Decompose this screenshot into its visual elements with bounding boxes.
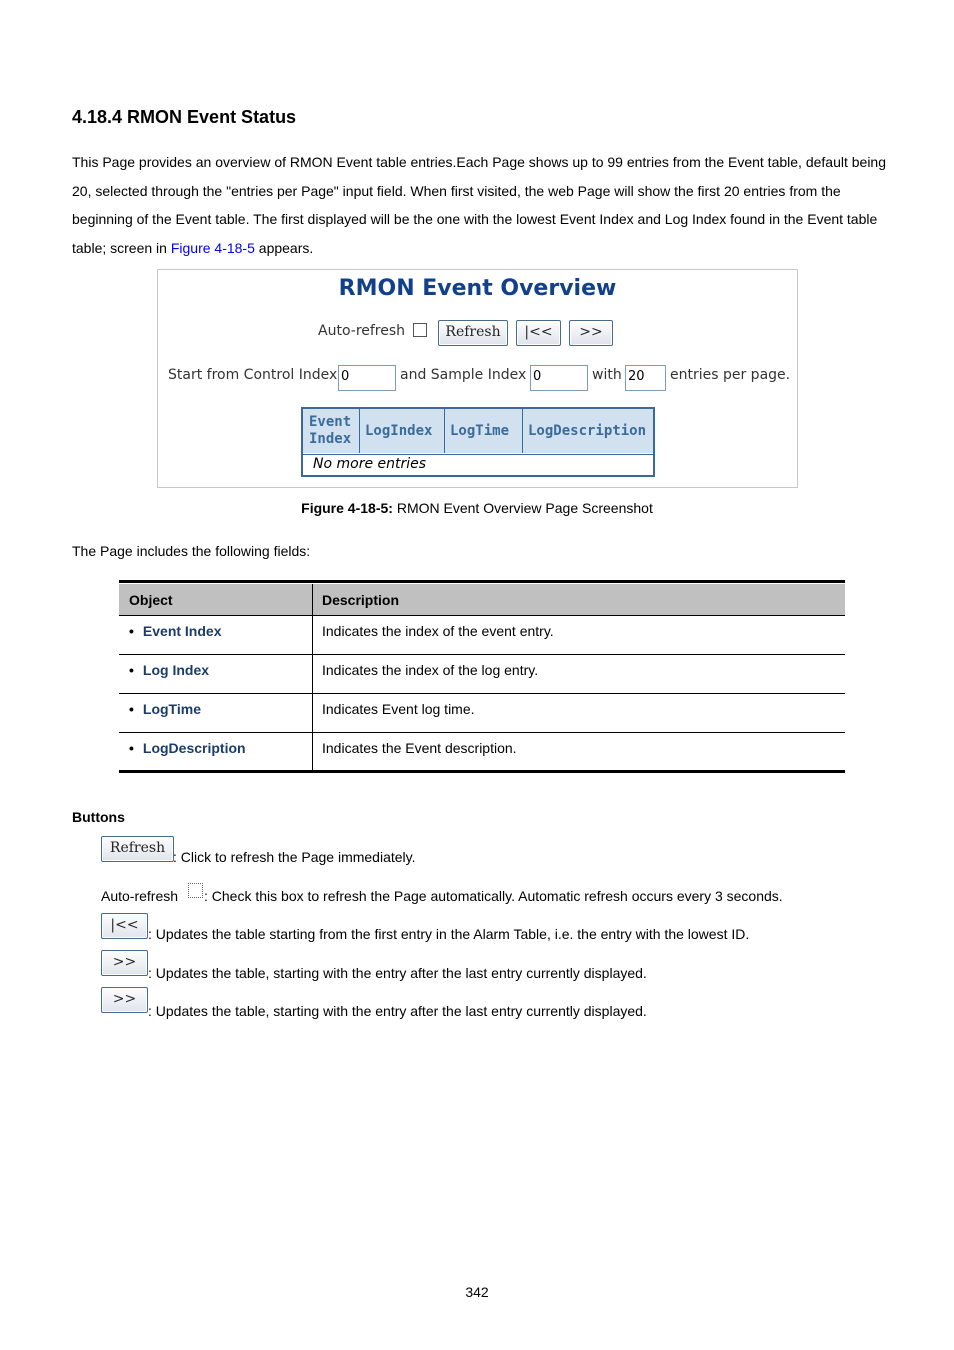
description-cell: Indicates the Event description.: [322, 740, 517, 756]
next-page-description-2: : Updates the table, starting with the entry after the last entry currently displayed.: [148, 1003, 647, 1019]
first-page-button[interactable]: |<<: [516, 320, 561, 346]
header-log-description[interactable]: LogDescription: [523, 409, 653, 453]
next-page-button[interactable]: >>: [569, 320, 613, 346]
caption-text: RMON Event Overview Page Screenshot: [392, 500, 653, 516]
auto-refresh-checkbox[interactable]: [413, 323, 427, 337]
sample-index-label: and Sample Index: [400, 367, 527, 383]
rmon-screenshot: [157, 269, 798, 488]
sample-index-input[interactable]: 0: [530, 365, 588, 391]
table-row: [119, 733, 845, 771]
auto-refresh-checkbox-sample[interactable]: [188, 883, 203, 898]
screenshot-title: RMON Event Overview: [338, 276, 617, 301]
refresh-description: : Click to refresh the Page immediately.: [173, 849, 416, 865]
start-index-input[interactable]: 0: [338, 365, 396, 391]
fields-intro: The Page includes the following fields:: [72, 543, 311, 559]
column-divider: [312, 584, 313, 771]
header-event-index[interactable]: Event Index: [303, 409, 360, 453]
intro-paragraph: [72, 148, 887, 263]
header-description: Description: [322, 592, 400, 608]
auto-refresh-label: Auto-refresh: [318, 323, 406, 339]
entries-per-page-label: entries per page.: [670, 367, 791, 383]
event-table: [301, 407, 655, 477]
page-number: 342: [465, 1284, 489, 1300]
object-cell: • Event Index: [129, 623, 222, 639]
table-row: [119, 655, 845, 694]
object-cell: • LogDescription: [129, 740, 246, 756]
next-page-description: : Updates the table, starting with the entry after the last entry currently displayed.: [148, 965, 647, 981]
first-page-button-sample[interactable]: |<<: [101, 913, 148, 939]
start-index-label: Start from Control Index: [168, 367, 338, 383]
description-cell: Indicates the index of the log entry.: [322, 662, 539, 678]
refresh-button-sample[interactable]: Refresh: [101, 836, 174, 862]
header-log-index[interactable]: LogIndex: [360, 409, 445, 453]
empty-row: No more entries: [303, 454, 653, 475]
auto-refresh-term: Auto-refresh: [101, 888, 179, 904]
next-page-button-sample[interactable]: >>: [101, 950, 148, 976]
section-title: 4.18.4 RMON Event Status: [72, 107, 297, 127]
description-cell: Indicates Event log time.: [322, 701, 475, 717]
figure-link[interactable]: Figure 4-18-5: [170, 240, 255, 257]
refresh-button[interactable]: Refresh: [438, 320, 508, 346]
object-cell: • Log Index: [129, 662, 209, 678]
header-object: Object: [129, 592, 173, 608]
object-cell: • LogTime: [129, 701, 201, 717]
figure-caption: [0, 500, 954, 516]
intro-text-end: appears.: [254, 240, 314, 257]
table-top-rule: [119, 580, 845, 583]
caption-label: Figure 4-18-5:: [301, 500, 393, 516]
header-log-time[interactable]: LogTime: [445, 409, 523, 453]
table-bottom-rule: [119, 770, 845, 773]
auto-refresh-description: : Check this box to refresh the Page automatically. Automatic refresh occurs every 3 seconds.: [204, 888, 783, 904]
table-row: [119, 616, 845, 655]
intro-text: This Page provides an overview of RMON Event table entries.Each Page shows up to 99 entries from the Event table, default being 20, selected through the "entries per Page" input field. When first visited, the web Page will show the first 20 entries from the beginning of the Event table. The first displayed will be the one with the lowest Event Index and Log Index found in the Event table table; screen in: [72, 154, 887, 257]
next-page-button-sample-2[interactable]: >>: [101, 987, 148, 1013]
description-cell: Indicates the index of the event entry.: [322, 623, 554, 639]
table-row: [119, 694, 845, 733]
first-page-description: : Updates the table starting from the first entry in the Alarm Table, i.e. the entry with the lowest ID.: [148, 926, 750, 942]
entries-per-page-input[interactable]: 20: [625, 365, 666, 391]
table-header: [119, 584, 845, 616]
buttons-heading: Buttons: [72, 809, 125, 825]
with-label: with: [592, 367, 622, 383]
